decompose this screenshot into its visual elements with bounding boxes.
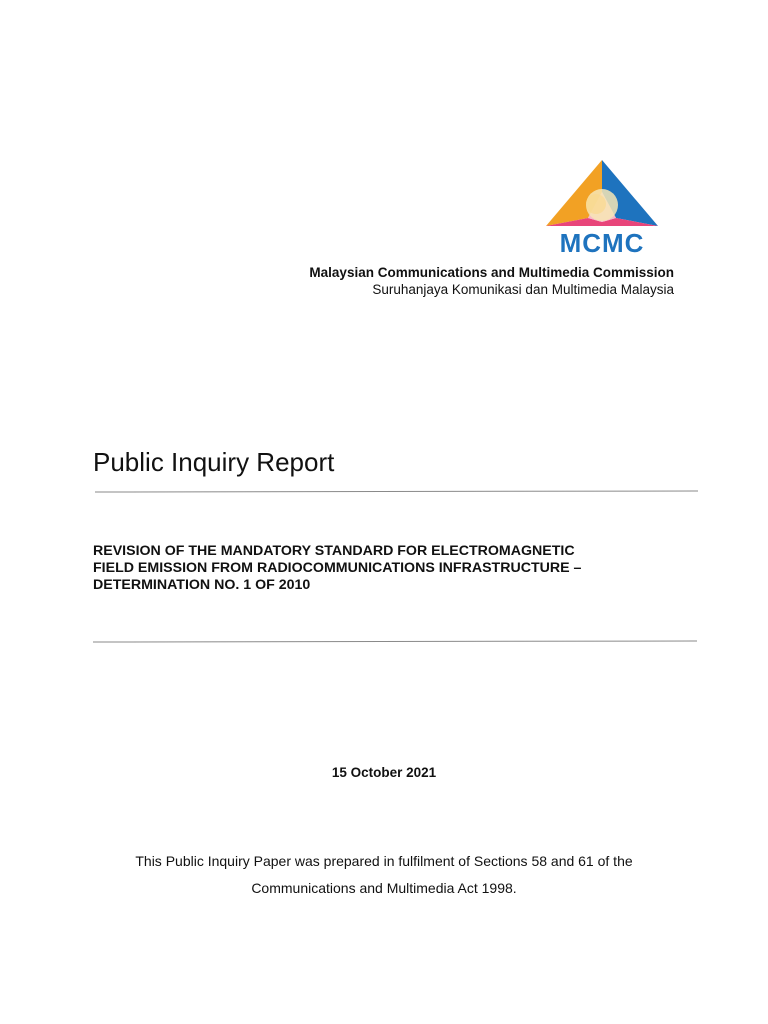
report-subject bbox=[93, 543, 693, 594]
organization-name-ms: Suruhanjaya Komunikasi dan Multimedia Malaysia bbox=[372, 282, 674, 297]
report-subject-line: REVISION OF THE MANDATORY STANDARD FOR ELECTROMAGNETIC bbox=[93, 543, 575, 559]
prepared-note bbox=[0, 848, 768, 902]
report-subject-line: DETERMINATION NO. 1 OF 2010 bbox=[93, 577, 311, 593]
mcmc-logo bbox=[536, 156, 666, 256]
logo-center-highlight bbox=[586, 194, 606, 214]
organization-name-en: Malaysian Communications and Multimedia Commission bbox=[309, 265, 674, 280]
divider-top bbox=[95, 490, 698, 492]
prepared-note-line: Communications and Multimedia Act 1998. bbox=[251, 880, 517, 896]
report-date: 15 October 2021 bbox=[331, 765, 437, 780]
report-title: Public Inquiry Report bbox=[93, 447, 335, 477]
report-subject-line: FIELD EMISSION FROM RADIOCOMMUNICATIONS INFRASTRUCTURE – bbox=[93, 560, 582, 576]
logo-wordmark: MCMC bbox=[559, 228, 645, 256]
organization-block bbox=[309, 264, 674, 298]
prepared-note-line: This Public Inquiry Paper was prepared in fulfilment of Sections 58 and 61 of the bbox=[135, 853, 633, 869]
mcmc-logo-graphic bbox=[536, 156, 666, 256]
divider-bottom bbox=[93, 640, 697, 642]
